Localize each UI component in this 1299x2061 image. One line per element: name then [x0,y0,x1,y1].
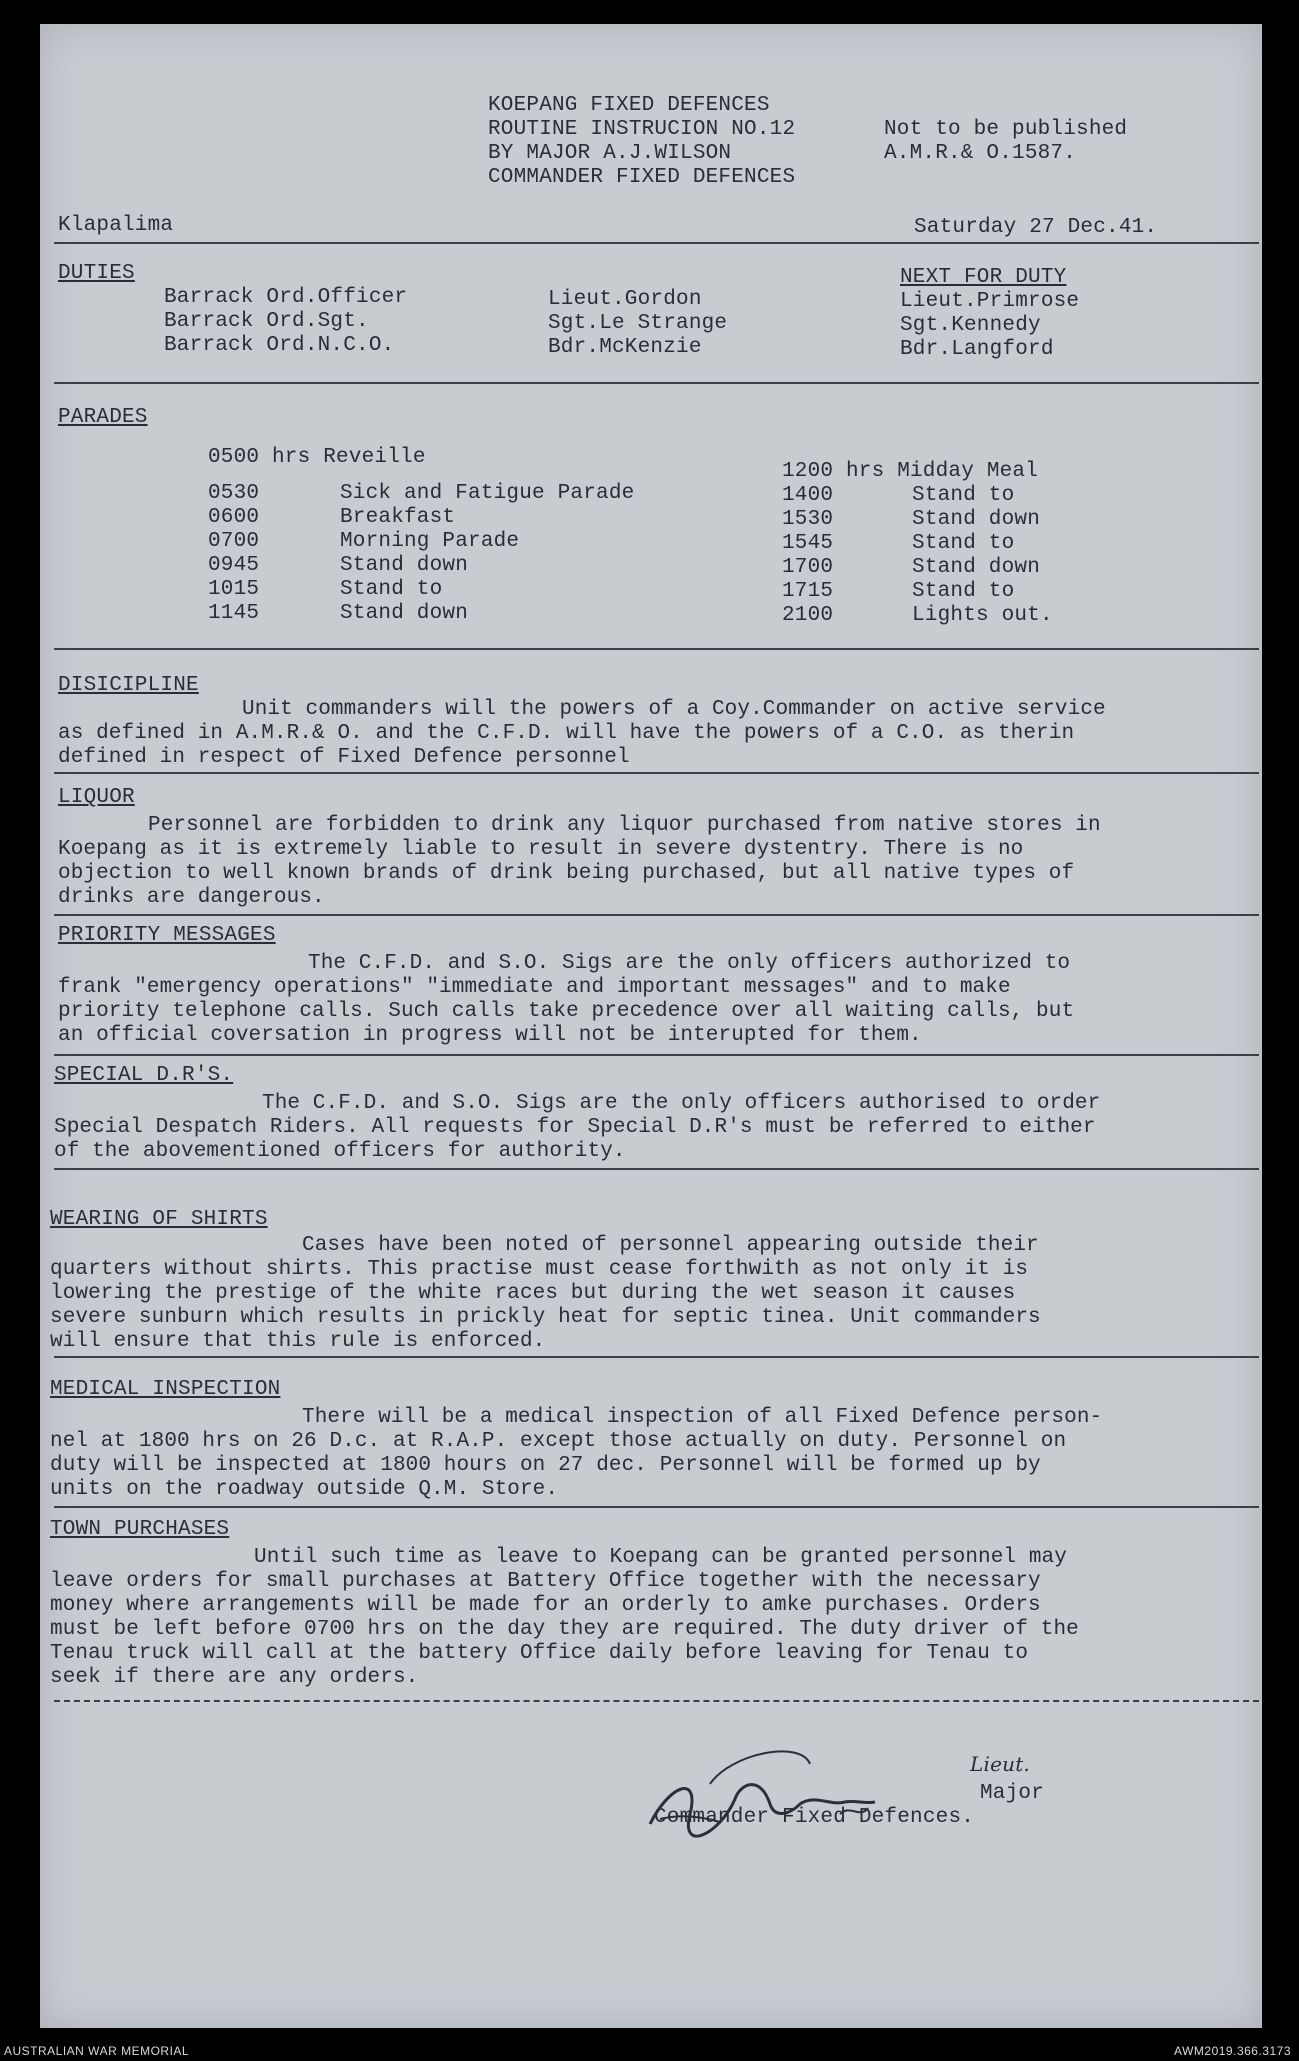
parade-event: Stand to [340,578,443,601]
parade-event: Stand down [912,556,1041,579]
handwritten-signature [640,1744,920,1854]
discipline-line: defined in respect of Fixed Defence personnel [58,746,630,769]
footer-institution: AUSTRALIAN WAR MEMORIAL [4,2044,190,2058]
divider [54,1356,1259,1358]
parade-time: 1715 [782,580,834,603]
duty-role: Barrack Ord.Officer [164,286,408,309]
discipline-heading: DISICIPLINE [58,674,199,697]
medical-inspection-heading: MEDICAL INSPECTION [50,1378,281,1401]
signature-title: Commander Fixed Defences. [654,1806,975,1829]
liquor-heading: LIQUOR [58,786,135,809]
parade-event: Morning Parade [340,530,520,553]
parade-event: Lights out. [912,604,1053,627]
parade-time: 0530 [208,482,260,505]
priority-line: frank "emergency operations" "immediate and important messages" and to make [58,976,1011,999]
header-line-3: BY MAJOR A.J.WILSON [488,142,732,165]
parade-time: 0500 [208,446,260,469]
divider [54,1700,1259,1702]
divider [54,242,1259,244]
discipline-line: Unit commanders will the powers of a Coy.Commander on active service [242,698,1106,721]
header-line-1: KOEPANG FIXED DEFENCES [488,94,770,117]
parade-time: 1545 [782,532,834,555]
duties-heading: DUTIES [58,262,135,285]
divider [54,1054,1259,1056]
shirts-line: Cases have been noted of personnel appearing outside their [302,1234,1039,1257]
duty-name: Bdr.McKenzie [548,336,702,359]
parade-time: 2100 [782,604,834,627]
divider [54,648,1259,650]
parade-event: Stand down [340,602,469,625]
town-purchases-heading: TOWN PURCHASES [50,1518,230,1541]
town-line: must be left before 0700 hrs on the day they are required. The duty driver of the [50,1618,1079,1641]
liquor-line: objection to well known brands of drink being purchased, but all native types of [58,862,1075,885]
liquor-line: Personnel are forbidden to drink any liquor purchased from native stores in [148,814,1101,837]
shirts-line: severe sunburn which results in prickly heat for septic tinea. Unit commanders [50,1306,1041,1329]
liquor-line: Koepang as it is extremely liable to result in severe dystentry. There is no [58,838,1024,861]
liquor-line: drinks are dangerous. [58,886,325,909]
parade-event: Stand down [340,554,469,577]
parade-time: 0600 [208,506,260,529]
place-name: Klapalima [58,214,174,237]
parade-event: Breakfast [340,506,456,529]
town-line: leave orders for small purchases at Battery Office together with the necessary [50,1570,1041,1593]
divider [54,1168,1259,1170]
town-line: Tenau truck will call at the battery Office daily before leaving for Tenau to [50,1642,1029,1665]
medical-line: units on the roadway outside Q.M. Store. [50,1478,559,1501]
medical-line: duty will be inspected at 1800 hours on 27 dec. Personnel will be formed up by [50,1454,1041,1477]
priority-messages-heading: PRIORITY MESSAGES [58,924,276,947]
town-line: seek if there are any orders. [50,1666,419,1689]
shirts-line: quarters without shirts. This practise must cease forthwith as not only it is [50,1258,1029,1281]
next-duty-name: Bdr.Langford [900,338,1054,361]
parade-event: Stand to [912,484,1015,507]
parade-event: hrs Reveille [272,446,426,469]
parade-event: Stand to [912,580,1015,603]
next-duty-name: Sgt.Kennedy [900,314,1041,337]
wearing-of-shirts-heading: WEARING OF SHIRTS [50,1208,268,1231]
parade-time: 1400 [782,484,834,507]
duty-name: Lieut.Gordon [548,288,702,311]
document-page [40,24,1262,2028]
divider [54,1506,1259,1508]
parades-heading: PARADES [58,406,148,429]
parade-event: Stand to [912,532,1015,555]
parade-time: 1015 [208,578,260,601]
parade-time: 1200 [782,460,834,483]
town-line: money where arrangements will be made for an orderly to amke purchases. Orders [50,1594,1041,1617]
handwritten-rank: Lieut. [970,1752,1030,1776]
typed-rank: Major [980,1782,1045,1805]
medical-line: There will be a medical inspection of all Fixed Defence person- [302,1406,1103,1429]
parade-time: 1700 [782,556,834,579]
next-for-duty-heading: NEXT FOR DUTY [900,266,1067,289]
shirts-line: will ensure that this rule is enforced. [50,1330,546,1353]
duty-role: Barrack Ord.Sgt. [164,310,369,333]
parade-event: Sick and Fatigue Parade [340,482,635,505]
next-duty-name: Lieut.Primrose [900,290,1080,313]
divider [54,772,1259,774]
priority-line: priority telephone calls. Such calls take precedence over all waiting calls, but [58,1000,1075,1023]
parade-event: Stand down [912,508,1041,531]
header-line-4: COMMANDER FIXED DEFENCES [488,166,796,189]
divider [54,914,1259,916]
priority-line: The C.F.D. and S.O. Sigs are the only officers authorized to [308,952,1071,975]
duty-name: Sgt.Le Strange [548,312,728,335]
priority-line: an official coversation in progress will not be interupted for them. [58,1024,922,1047]
despatch-line: Special Despatch Riders. All requests for Special D.R's must be referred to either [54,1116,1096,1139]
header-line-2: ROUTINE INSTRUCION NO.12 [488,118,796,141]
despatch-line: of the abovementioned officers for authority. [54,1140,626,1163]
despatch-line: The C.F.D. and S.O. Sigs are the only officers authorised to order [262,1092,1101,1115]
regulation-ref: A.M.R.& O.1587. [884,142,1077,165]
publication-note: Not to be published [884,118,1128,141]
divider [54,382,1259,384]
parade-time: 0700 [208,530,260,553]
town-line: Until such time as leave to Koepang can be granted personnel may [254,1546,1067,1569]
parade-time: 0945 [208,554,260,577]
discipline-line: as defined in A.M.R.& O. and the C.F.D. will have the powers of a C.O. as therin [58,722,1075,745]
parade-time: 1145 [208,602,260,625]
duty-role: Barrack Ord.N.C.O. [164,334,395,357]
shirts-line: lowering the prestige of the white races but during the wet season it causes [50,1282,1016,1305]
parade-event: hrs Midday Meal [846,460,1039,483]
parade-time: 1530 [782,508,834,531]
medical-line: nel at 1800 hrs on 26 D.c. at R.A.P. except those actually on duty. Personnel on [50,1430,1067,1453]
footer-reference: AWM2019.366.3173 [1174,2044,1291,2058]
document-date: Saturday 27 Dec.41. [914,216,1158,239]
special-dr-heading: SPECIAL D.R'S. [54,1064,234,1087]
